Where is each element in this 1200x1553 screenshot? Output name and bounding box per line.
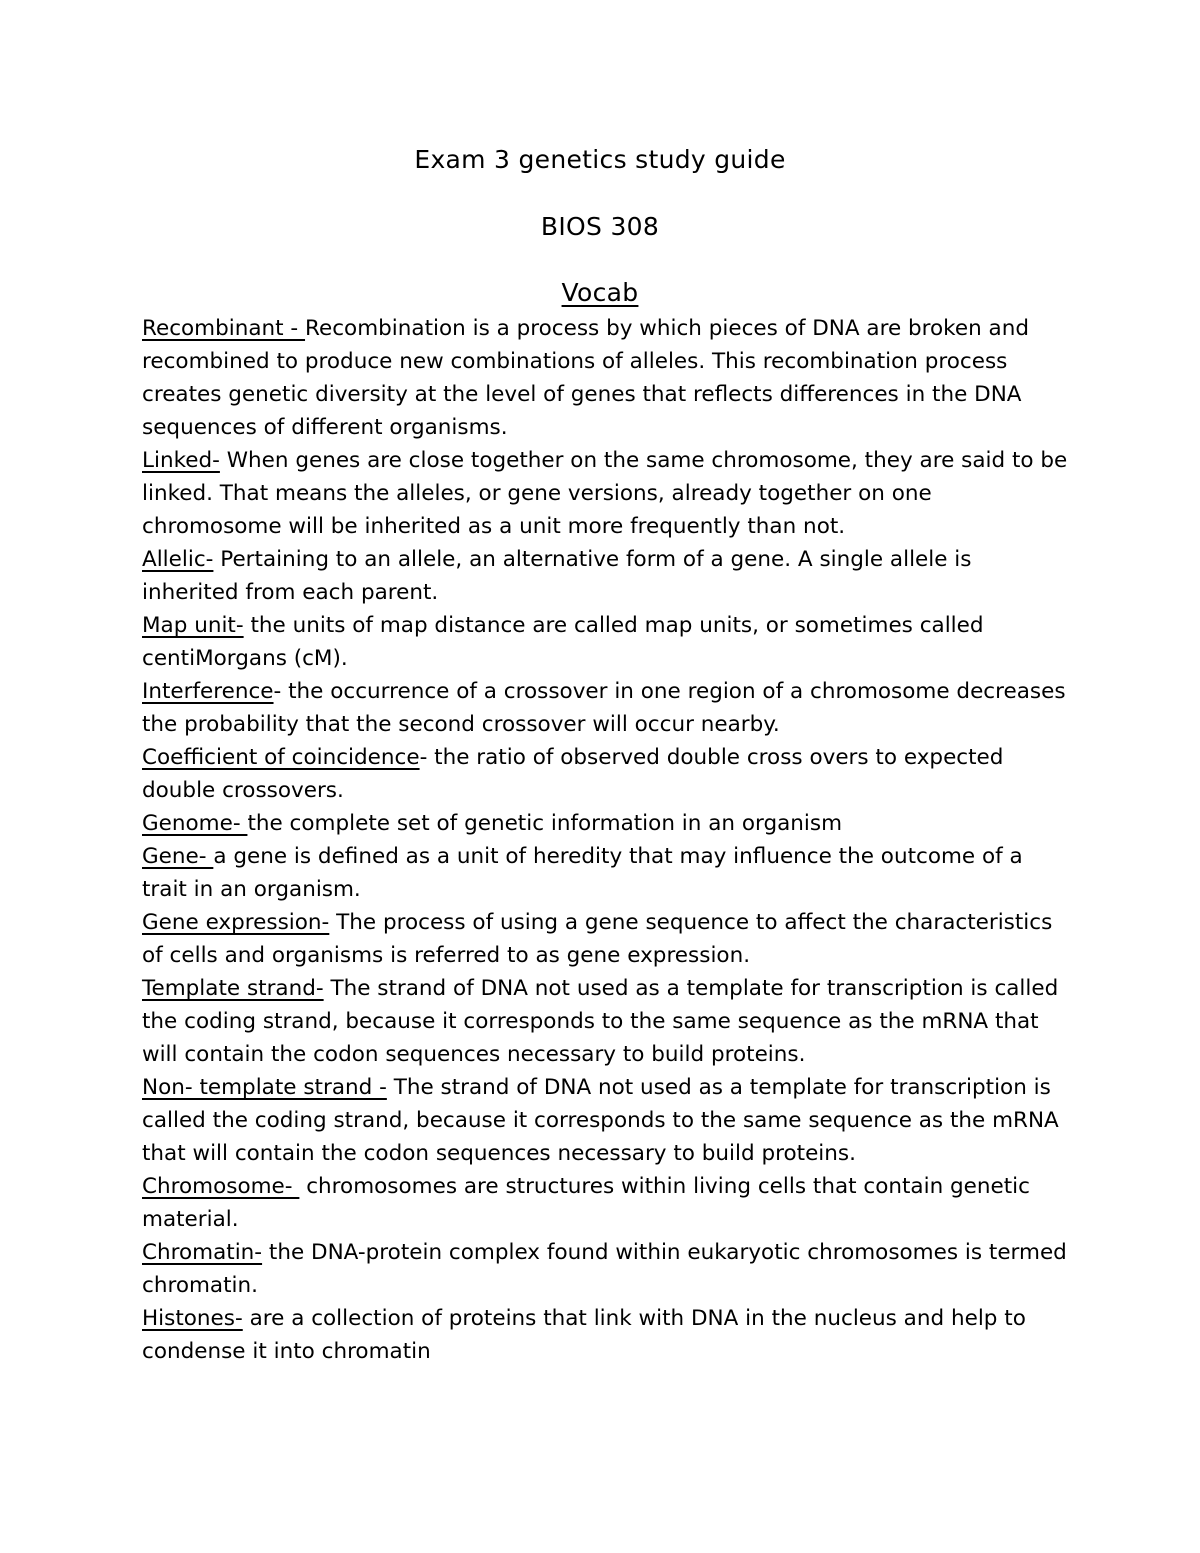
vocab-definition: The strand of DNA not used as a template for transcription is called the coding strand, because it corresponds to the same sequence as the mRNA that will contain the codon sequences necessary to build proteins. xyxy=(142,976,1059,1067)
section-heading: Vocab xyxy=(561,278,639,307)
vocab-term: Allelic- xyxy=(142,547,214,572)
vocab-definition: the DNA-protein complex found within eukaryotic chromosomes is termed chromatin. xyxy=(142,1240,1067,1298)
vocab-entry-non-template-strand xyxy=(142,1071,1072,1170)
vocab-term: Coefficient of coincidence xyxy=(142,745,420,770)
vocab-definition: the complete set of genetic information in an organism xyxy=(247,811,843,836)
vocab-term: Chromosome- xyxy=(142,1174,300,1199)
vocab-definition: are a collection of proteins that link with DNA in the nucleus and help to condense it into chromatin xyxy=(142,1306,1026,1364)
vocab-entry-coefficient-of-coincidence xyxy=(142,741,1072,807)
vocab-definition: - the occurrence of a crossover in one region of a chromosome decreases the probability that the second crossover will occur nearby. xyxy=(142,679,1066,737)
vocab-term: Genome- xyxy=(142,811,248,836)
vocab-entry-linked xyxy=(142,444,1072,543)
vocab-entry-chromosome xyxy=(142,1170,1072,1236)
vocab-term: Linked- xyxy=(142,448,220,473)
vocab-definition: The strand of DNA not used as a template for transcription is called the coding strand, because it corresponds to the same sequence as the mRNA that will contain the codon sequences necessary to build proteins. xyxy=(142,1075,1059,1166)
vocab-term: Map unit- xyxy=(142,613,244,638)
vocab-definition: - the ratio of observed double cross overs to expected double crossovers. xyxy=(142,745,1004,803)
vocab-term: Interference xyxy=(142,679,274,704)
vocab-entry-map-unit xyxy=(142,609,1072,675)
vocab-term: Chromatin- xyxy=(142,1240,263,1265)
vocab-definition: Recombination is a process by which pieces of DNA are broken and recombined to produce new combinations of alleles. This recombination process creates genetic diversity at the level of genes that reflects differences in the DNA sequences of different organisms. xyxy=(142,316,1029,440)
vocab-definition: When genes are close together on the same chromosome, they are said to be linked. That means the alleles, or gene versions, already together on one chromosome will be inherited as a unit more frequently than not. xyxy=(142,448,1068,539)
vocab-definition: Pertaining to an allele, an alternative form of a gene. A single allele is inherited from each parent. xyxy=(142,547,972,605)
vocab-entry-chromatin xyxy=(142,1236,1072,1302)
vocab-definition: The process of using a gene sequence to affect the characteristics of cells and organisms is referred to as gene expression. xyxy=(142,910,1053,968)
vocab-entry-recombinant xyxy=(142,312,1072,444)
vocab-term: Recombinant - xyxy=(142,316,306,341)
vocab-term: Gene expression- xyxy=(142,910,330,935)
vocab-entry-histones xyxy=(142,1302,1072,1368)
course-code: BIOS 308 xyxy=(540,212,660,241)
vocab-list xyxy=(142,312,1072,1368)
vocab-definition: a gene is defined as a unit of heredity that may influence the outcome of a trait in an organism. xyxy=(142,844,1023,902)
vocab-term: Gene- xyxy=(142,844,214,869)
document-title: Exam 3 genetics study guide xyxy=(414,145,786,174)
vocab-definition: chromosomes are structures within living cells that contain genetic material. xyxy=(142,1174,1030,1232)
vocab-entry-genome xyxy=(142,807,1072,840)
vocab-term: Histones- xyxy=(142,1306,243,1331)
vocab-entry-template-strand xyxy=(142,972,1072,1071)
vocab-definition: the units of map distance are called map units, or sometimes called centiMorgans (cM). xyxy=(142,613,984,671)
vocab-term: Non- template strand - xyxy=(142,1075,387,1100)
vocab-entry-allelic xyxy=(142,543,1072,609)
vocab-entry-interference xyxy=(142,675,1072,741)
vocab-term: Template strand- xyxy=(142,976,324,1001)
vocab-entry-gene xyxy=(142,840,1072,906)
vocab-entry-gene-expression xyxy=(142,906,1072,972)
